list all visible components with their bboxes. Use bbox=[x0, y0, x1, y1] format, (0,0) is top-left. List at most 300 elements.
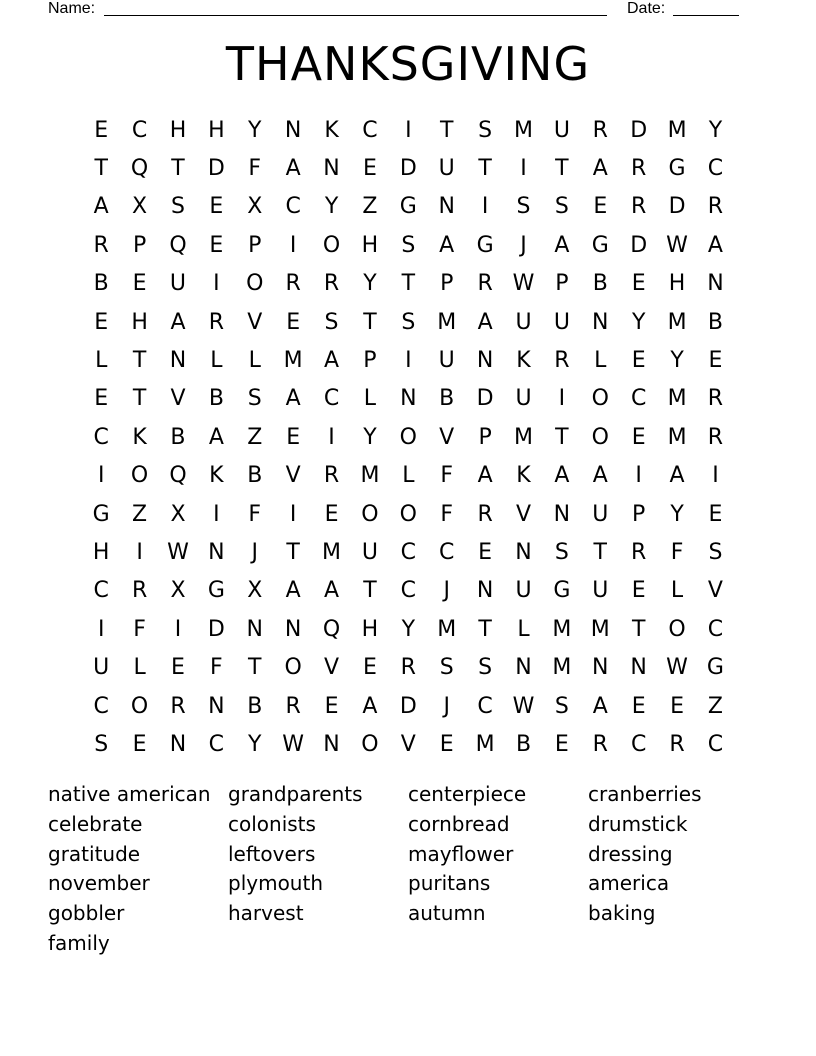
grid-letter[interactable]: T bbox=[363, 578, 377, 604]
grid-letter[interactable]: Y bbox=[363, 424, 377, 450]
grid-letter[interactable]: R bbox=[400, 655, 416, 681]
grid-letter[interactable]: E bbox=[478, 539, 493, 565]
grid-letter[interactable]: A bbox=[477, 463, 493, 489]
grid-letter[interactable]: R bbox=[707, 194, 724, 220]
grid-letter[interactable]: A bbox=[554, 463, 570, 489]
grid-letter[interactable]: O bbox=[322, 232, 341, 258]
grid-letter[interactable]: K bbox=[132, 424, 147, 450]
grid-letter[interactable]: T bbox=[286, 539, 300, 565]
grid-letter[interactable]: Y bbox=[248, 731, 262, 757]
grid-letter[interactable]: T bbox=[478, 156, 492, 182]
grid-letter[interactable]: A bbox=[324, 348, 340, 374]
grid-letter[interactable]: C bbox=[93, 693, 109, 719]
grid-letter[interactable]: Q bbox=[169, 232, 187, 258]
grid-letter[interactable]: A bbox=[362, 693, 378, 719]
grid-letter[interactable]: G bbox=[706, 655, 724, 681]
grid-letter[interactable]: L bbox=[210, 348, 223, 374]
grid-letter[interactable]: V bbox=[515, 501, 532, 527]
grid-letter[interactable]: D bbox=[399, 693, 417, 719]
grid-letter[interactable]: I bbox=[136, 539, 143, 565]
grid-letter[interactable]: T bbox=[132, 348, 147, 374]
grid-letter[interactable]: H bbox=[92, 539, 110, 565]
word-list-item: gobbler bbox=[48, 901, 125, 926]
grid-letter[interactable]: W bbox=[512, 271, 535, 297]
grid-letter[interactable]: C bbox=[285, 194, 301, 220]
grid-letter[interactable]: E bbox=[209, 232, 224, 258]
grid-letter[interactable]: W bbox=[666, 655, 688, 681]
grid-letter[interactable]: Z bbox=[362, 194, 378, 220]
grid-letter[interactable]: C bbox=[323, 386, 340, 412]
grid-letter[interactable]: A bbox=[439, 232, 455, 258]
grid-letter[interactable]: V bbox=[247, 309, 263, 335]
grid-letter[interactable]: Q bbox=[322, 616, 341, 642]
grid-letter[interactable]: B bbox=[515, 731, 532, 757]
grid-letter[interactable]: A bbox=[707, 232, 723, 258]
grid-letter[interactable]: Y bbox=[324, 194, 339, 220]
grid-letter[interactable]: S bbox=[478, 655, 493, 681]
grid-letter[interactable]: T bbox=[631, 616, 646, 642]
grid-letter[interactable]: R bbox=[592, 117, 608, 143]
grid-letter[interactable]: P bbox=[132, 232, 147, 258]
grid-letter[interactable]: N bbox=[400, 386, 417, 412]
grid-letter[interactable]: T bbox=[363, 309, 377, 335]
grid-letter[interactable]: S bbox=[554, 194, 569, 220]
grid-letter[interactable]: X bbox=[247, 578, 263, 604]
grid-letter[interactable]: I bbox=[97, 616, 105, 642]
grid-letter[interactable]: C bbox=[477, 693, 493, 719]
grid-letter[interactable]: M bbox=[552, 655, 572, 681]
grid-letter[interactable]: I bbox=[289, 501, 297, 527]
grid-letter[interactable]: W bbox=[167, 539, 189, 565]
grid-letter[interactable]: E bbox=[324, 501, 339, 527]
grid-letter[interactable]: P bbox=[440, 271, 454, 297]
grid-letter[interactable]: E bbox=[286, 424, 301, 450]
grid-letter[interactable]: F bbox=[248, 156, 262, 182]
grid-letter[interactable]: G bbox=[92, 501, 110, 527]
grid-letter[interactable]: I bbox=[712, 463, 719, 489]
grid-letter[interactable]: T bbox=[94, 156, 108, 182]
word-list-item: drumstick bbox=[588, 811, 688, 836]
grid-letter[interactable]: O bbox=[591, 424, 609, 450]
grid-letter[interactable]: R bbox=[631, 194, 647, 220]
grid-letter[interactable]: I bbox=[174, 616, 182, 642]
grid-letter[interactable]: Y bbox=[401, 616, 416, 642]
grid-letter[interactable]: H bbox=[361, 232, 379, 258]
grid-letter[interactable]: N bbox=[553, 501, 571, 527]
grid-letter[interactable]: H bbox=[208, 117, 225, 143]
grid-letter[interactable]: L bbox=[363, 386, 377, 412]
grid-letter[interactable]: G bbox=[476, 232, 494, 258]
grid-letter[interactable]: E bbox=[286, 309, 301, 335]
grid-letter[interactable]: Z bbox=[247, 424, 263, 450]
grid-letter[interactable]: N bbox=[592, 655, 609, 681]
word-list-item: native american bbox=[48, 782, 211, 806]
grid-letter[interactable]: N bbox=[476, 348, 494, 374]
grid-letter[interactable]: S bbox=[439, 655, 454, 681]
grid-letter[interactable]: Y bbox=[670, 348, 684, 374]
grid-letter[interactable]: T bbox=[555, 424, 569, 450]
grid-letter[interactable]: R bbox=[477, 501, 493, 527]
grid-letter[interactable]: S bbox=[478, 117, 493, 143]
grid-letter[interactable]: C bbox=[131, 117, 148, 143]
grid-letter[interactable]: Y bbox=[670, 501, 684, 527]
grid-letter[interactable]: M bbox=[667, 386, 687, 412]
grid-letter[interactable]: A bbox=[93, 194, 109, 220]
grid-letter[interactable]: C bbox=[630, 731, 647, 757]
grid-letter[interactable]: I bbox=[289, 232, 297, 258]
grid-letter[interactable]: X bbox=[170, 501, 186, 527]
grid-letter[interactable]: C bbox=[630, 386, 647, 412]
grid-letter[interactable]: F bbox=[248, 501, 262, 527]
grid-letter[interactable]: A bbox=[592, 156, 608, 182]
grid-letter[interactable]: A bbox=[554, 232, 570, 258]
grid-letter[interactable]: E bbox=[94, 117, 109, 143]
grid-letter[interactable]: N bbox=[284, 117, 302, 143]
grid-letter[interactable]: R bbox=[323, 463, 340, 489]
grid-letter[interactable]: F bbox=[210, 655, 223, 681]
grid-letter[interactable]: U bbox=[592, 578, 609, 604]
grid-letter[interactable]: R bbox=[554, 348, 570, 374]
grid-letter[interactable]: M bbox=[552, 616, 572, 642]
grid-letter[interactable]: R bbox=[93, 232, 109, 258]
grid-letter[interactable]: K bbox=[324, 117, 339, 143]
grid-letter[interactable]: U bbox=[93, 655, 110, 681]
word-list-item: cranberries bbox=[588, 782, 702, 806]
grid-letter[interactable]: R bbox=[669, 731, 685, 757]
grid-letter[interactable]: E bbox=[362, 156, 377, 182]
grid-letter[interactable]: B bbox=[208, 386, 224, 412]
grid-letter[interactable]: W bbox=[666, 232, 688, 258]
grid-letter[interactable]: O bbox=[130, 463, 149, 489]
grid-letter[interactable]: E bbox=[593, 194, 608, 220]
grid-letter[interactable]: U bbox=[515, 578, 532, 604]
grid-letter[interactable]: U bbox=[515, 386, 532, 412]
word-list-item: dressing bbox=[588, 841, 673, 866]
grid-letter[interactable]: L bbox=[95, 348, 108, 374]
grid-letter[interactable]: Y bbox=[363, 271, 377, 297]
grid-letter[interactable]: L bbox=[133, 655, 146, 681]
grid-letter[interactable]: H bbox=[131, 309, 148, 335]
grid-letter[interactable]: E bbox=[439, 731, 454, 757]
grid-letter[interactable]: W bbox=[512, 693, 535, 719]
grid-letter[interactable]: R bbox=[707, 386, 724, 412]
grid-letter[interactable]: L bbox=[517, 616, 530, 642]
grid-letter[interactable]: U bbox=[592, 501, 609, 527]
grid-letter[interactable]: N bbox=[515, 539, 532, 565]
grid-letter[interactable]: N bbox=[208, 539, 225, 565]
grid-letter[interactable]: J bbox=[520, 232, 527, 258]
grid-letter[interactable]: H bbox=[169, 117, 187, 143]
grid-letter[interactable]: M bbox=[667, 424, 687, 450]
grid-letter[interactable]: E bbox=[631, 271, 646, 297]
grid-letter[interactable]: A bbox=[477, 309, 493, 335]
grid-letter[interactable]: P bbox=[478, 424, 492, 450]
grid-letter[interactable]: E bbox=[708, 501, 723, 527]
grid-letter[interactable]: D bbox=[207, 156, 225, 182]
name-blank-line[interactable] bbox=[104, 15, 607, 16]
grid-letter[interactable]: E bbox=[362, 655, 377, 681]
grid-letter[interactable]: I bbox=[213, 501, 220, 527]
grid-letter[interactable]: S bbox=[170, 194, 185, 220]
date-blank-line[interactable] bbox=[673, 15, 739, 16]
grid-letter[interactable]: F bbox=[133, 616, 146, 642]
grid-letter[interactable]: A bbox=[285, 386, 301, 412]
grid-letter[interactable]: R bbox=[323, 271, 340, 297]
grid-letter[interactable]: Q bbox=[169, 463, 187, 489]
grid-letter[interactable]: C bbox=[93, 424, 109, 450]
grid-letter[interactable]: E bbox=[670, 693, 684, 719]
grid-letter[interactable]: O bbox=[668, 616, 686, 642]
grid-letter[interactable]: D bbox=[476, 386, 494, 412]
grid-letter[interactable]: M bbox=[514, 424, 533, 450]
grid-letter[interactable]: G bbox=[591, 232, 609, 258]
grid-letter[interactable]: O bbox=[591, 386, 609, 412]
grid-letter[interactable]: D bbox=[630, 232, 648, 258]
grid-letter[interactable]: B bbox=[439, 386, 455, 412]
grid-letter[interactable]: V bbox=[285, 463, 301, 489]
grid-letter[interactable]: C bbox=[707, 156, 724, 182]
grid-letter[interactable]: S bbox=[554, 693, 569, 719]
word-list-item: gratitude bbox=[48, 841, 141, 866]
grid-letter[interactable]: R bbox=[285, 271, 301, 297]
grid-letter[interactable]: E bbox=[631, 348, 646, 374]
grid-letter[interactable]: A bbox=[170, 309, 186, 335]
date-label: Date: bbox=[627, 0, 666, 17]
grid-letter[interactable]: D bbox=[668, 194, 686, 220]
grid-letter[interactable]: V bbox=[324, 655, 340, 681]
grid-letter[interactable]: R bbox=[170, 693, 186, 719]
grid-letter[interactable]: R bbox=[208, 309, 225, 335]
grid-letter[interactable]: T bbox=[132, 386, 147, 412]
grid-letter[interactable]: Y bbox=[708, 117, 723, 143]
grid-letter[interactable]: G bbox=[553, 578, 571, 604]
grid-letter[interactable]: M bbox=[360, 463, 380, 489]
grid-letter[interactable]: A bbox=[285, 156, 301, 182]
grid-letter[interactable]: R bbox=[477, 271, 493, 297]
grid-letter[interactable]: E bbox=[94, 309, 109, 335]
grid-letter[interactable]: I bbox=[520, 156, 527, 182]
grid-letter[interactable]: E bbox=[209, 194, 224, 220]
grid-letter[interactable]: U bbox=[553, 117, 570, 143]
grid-letter[interactable]: R bbox=[631, 539, 647, 565]
grid-letter[interactable]: A bbox=[285, 578, 301, 604]
grid-letter[interactable]: P bbox=[555, 271, 569, 297]
grid-letter[interactable]: E bbox=[132, 271, 147, 297]
grid-letter[interactable]: B bbox=[93, 271, 109, 297]
grid-letter[interactable]: S bbox=[324, 309, 339, 335]
grid-letter[interactable]: G bbox=[668, 156, 686, 182]
grid-letter[interactable]: M bbox=[437, 616, 457, 642]
grid-letter[interactable]: N bbox=[592, 309, 609, 335]
grid-letter[interactable]: N bbox=[707, 271, 724, 297]
grid-letter[interactable]: F bbox=[440, 463, 454, 489]
grid-letter[interactable]: T bbox=[555, 156, 569, 182]
grid-letter[interactable]: I bbox=[635, 463, 642, 489]
grid-letter[interactable]: E bbox=[631, 578, 646, 604]
grid-letter[interactable]: B bbox=[247, 693, 263, 719]
grid-letter[interactable]: I bbox=[405, 117, 412, 143]
grid-letter[interactable]: X bbox=[170, 578, 186, 604]
grid-letter[interactable]: B bbox=[592, 271, 608, 297]
grid-letter[interactable]: B bbox=[170, 424, 186, 450]
grid-letter[interactable]: B bbox=[707, 309, 723, 335]
grid-letter[interactable]: O bbox=[361, 501, 379, 527]
grid-letter[interactable]: I bbox=[405, 348, 412, 374]
grid-letter[interactable]: M bbox=[667, 309, 687, 335]
grid-letter[interactable]: S bbox=[94, 731, 109, 757]
grid-letter[interactable]: T bbox=[593, 539, 607, 565]
grid-letter[interactable]: G bbox=[207, 578, 225, 604]
grid-letter[interactable]: Z bbox=[707, 693, 723, 719]
grid-letter[interactable]: O bbox=[399, 501, 417, 527]
grid-letter[interactable]: E bbox=[631, 693, 646, 719]
grid-letter[interactable]: V bbox=[439, 424, 455, 450]
grid-letter[interactable]: V bbox=[170, 386, 186, 412]
grid-letter[interactable]: E bbox=[324, 693, 339, 719]
word-list-item: harvest bbox=[228, 901, 304, 926]
grid-letter[interactable]: E bbox=[94, 386, 109, 412]
grid-letter[interactable]: A bbox=[592, 693, 608, 719]
grid-letter[interactable]: X bbox=[247, 194, 263, 220]
grid-letter[interactable]: M bbox=[437, 309, 457, 335]
grid-letter[interactable]: E bbox=[631, 424, 646, 450]
grid-letter[interactable]: Q bbox=[130, 156, 149, 182]
grid-letter[interactable]: U bbox=[361, 539, 378, 565]
grid-letter[interactable]: E bbox=[171, 655, 185, 681]
grid-letter[interactable]: G bbox=[399, 194, 417, 220]
grid-letter[interactable]: E bbox=[132, 731, 147, 757]
grid-letter[interactable]: K bbox=[516, 348, 531, 374]
grid-letter[interactable]: S bbox=[401, 232, 416, 258]
grid-letter[interactable]: M bbox=[283, 348, 303, 374]
grid-letter[interactable]: F bbox=[670, 539, 684, 565]
grid-letter[interactable]: Y bbox=[248, 117, 262, 143]
grid-letter[interactable]: A bbox=[208, 424, 224, 450]
grid-letter[interactable]: R bbox=[631, 156, 647, 182]
grid-letter[interactable]: N bbox=[284, 616, 302, 642]
grid-letter[interactable]: S bbox=[554, 539, 569, 565]
grid-letter[interactable]: S bbox=[516, 194, 531, 220]
grid-letter[interactable]: N bbox=[208, 693, 225, 719]
grid-letter[interactable]: F bbox=[440, 501, 454, 527]
grid-letter[interactable]: P bbox=[363, 348, 377, 374]
grid-letter[interactable]: U bbox=[438, 348, 455, 374]
grid-letter[interactable]: M bbox=[590, 616, 610, 642]
grid-letter[interactable]: N bbox=[515, 655, 532, 681]
grid-letter[interactable]: T bbox=[478, 616, 492, 642]
grid-letter[interactable]: E bbox=[708, 348, 723, 374]
grid-letter[interactable]: O bbox=[361, 731, 379, 757]
grid-letter[interactable]: T bbox=[439, 117, 454, 143]
grid-letter[interactable]: K bbox=[209, 463, 224, 489]
grid-letter[interactable]: E bbox=[554, 731, 569, 757]
grid-letter[interactable]: Y bbox=[631, 309, 646, 335]
grid-letter[interactable]: I bbox=[481, 194, 489, 220]
grid-letter[interactable]: C bbox=[707, 731, 724, 757]
grid-letter[interactable]: A bbox=[592, 463, 608, 489]
grid-letter[interactable]: A bbox=[669, 463, 685, 489]
grid-letter[interactable]: N bbox=[169, 348, 187, 374]
grid-letter[interactable]: S bbox=[401, 309, 416, 335]
grid-letter[interactable]: C bbox=[362, 117, 378, 143]
grid-letter[interactable]: C bbox=[208, 731, 225, 757]
grid-letter[interactable]: R bbox=[592, 731, 608, 757]
grid-letter[interactable]: M bbox=[322, 539, 342, 565]
word-list-item: colonists bbox=[228, 811, 316, 836]
grid-letter[interactable]: T bbox=[171, 156, 185, 182]
grid-letter[interactable]: N bbox=[630, 655, 647, 681]
grid-letter[interactable]: O bbox=[284, 655, 302, 681]
grid-letter[interactable]: N bbox=[169, 731, 187, 757]
grid-letter[interactable]: C bbox=[400, 578, 416, 604]
grid-letter[interactable]: A bbox=[324, 578, 340, 604]
grid-letter[interactable]: U bbox=[515, 309, 532, 335]
grid-letter[interactable]: M bbox=[514, 117, 533, 143]
grid-letter[interactable]: M bbox=[667, 117, 687, 143]
grid-letter[interactable]: O bbox=[246, 271, 264, 297]
grid-letter[interactable]: U bbox=[438, 156, 455, 182]
grid-letter[interactable]: P bbox=[248, 232, 262, 258]
grid-letter[interactable]: C bbox=[439, 539, 455, 565]
grid-letter[interactable]: S bbox=[247, 386, 262, 412]
grid-letter[interactable]: U bbox=[169, 271, 187, 297]
grid-letter[interactable]: V bbox=[707, 578, 723, 604]
grid-letter[interactable]: K bbox=[516, 463, 531, 489]
grid-letter[interactable]: I bbox=[328, 424, 335, 450]
grid-letter[interactable]: B bbox=[247, 463, 263, 489]
grid-letter[interactable]: N bbox=[323, 731, 340, 757]
grid-letter[interactable]: J bbox=[443, 693, 450, 719]
grid-letter[interactable]: L bbox=[670, 578, 684, 604]
grid-letter[interactable]: J bbox=[251, 539, 258, 565]
grid-letter[interactable]: I bbox=[558, 386, 566, 412]
grid-letter[interactable]: N bbox=[438, 194, 455, 220]
grid-letter[interactable]: L bbox=[402, 463, 415, 489]
grid-letter[interactable]: N bbox=[323, 156, 340, 182]
grid-letter[interactable]: N bbox=[246, 616, 263, 642]
grid-letter[interactable]: O bbox=[399, 424, 417, 450]
grid-letter[interactable]: C bbox=[707, 616, 724, 642]
grid-letter[interactable]: D bbox=[207, 616, 225, 642]
grid-letter[interactable]: O bbox=[130, 693, 149, 719]
grid-letter[interactable]: I bbox=[213, 271, 220, 297]
grid-letter[interactable]: L bbox=[248, 348, 261, 374]
grid-letter[interactable]: H bbox=[361, 616, 379, 642]
grid-letter[interactable]: L bbox=[594, 348, 607, 374]
grid-letter[interactable]: U bbox=[553, 309, 570, 335]
grid-letter[interactable]: C bbox=[400, 539, 416, 565]
grid-letter[interactable]: T bbox=[248, 655, 262, 681]
grid-letter[interactable]: Z bbox=[132, 501, 148, 527]
grid-letter[interactable]: N bbox=[476, 578, 494, 604]
grid-letter[interactable]: X bbox=[132, 194, 148, 220]
grid-letter[interactable]: V bbox=[400, 731, 416, 757]
grid-letter[interactable]: D bbox=[399, 156, 417, 182]
grid-letter[interactable]: I bbox=[97, 463, 105, 489]
grid-letter[interactable]: D bbox=[630, 117, 648, 143]
grid-letter[interactable]: R bbox=[131, 578, 148, 604]
grid-letter[interactable]: H bbox=[668, 271, 686, 297]
grid-letter[interactable]: R bbox=[707, 424, 724, 450]
grid-letter[interactable]: R bbox=[285, 693, 301, 719]
grid-letter[interactable]: P bbox=[632, 501, 646, 527]
grid-letter[interactable]: J bbox=[443, 578, 450, 604]
grid-letter[interactable]: S bbox=[708, 539, 723, 565]
grid-letter[interactable]: C bbox=[93, 578, 109, 604]
grid-letter[interactable]: M bbox=[475, 731, 495, 757]
grid-letter[interactable]: W bbox=[282, 731, 305, 757]
grid-letter[interactable]: T bbox=[401, 271, 416, 297]
